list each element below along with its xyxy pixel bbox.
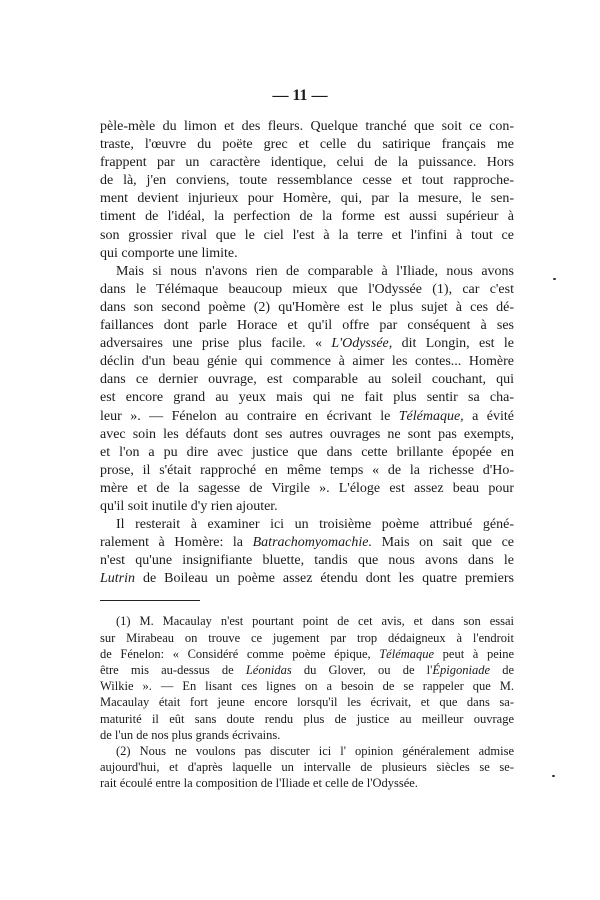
- scan-speck: [553, 278, 556, 280]
- text-line: [100, 516, 514, 534]
- text-run: dans son second poème (2) qu'Homère est le plus sujet à ces dé-: [100, 299, 514, 315]
- text-run: pèle-mèle du limon et des fleurs. Quelque tranché que soit ce con-: [100, 119, 514, 134]
- text-line: [100, 263, 514, 281]
- italic-title: Télémaque,: [398, 408, 464, 424]
- footnote-line: [100, 678, 514, 694]
- text-run: frappent par un caractère identique, celui de la puissance. Hors: [100, 155, 514, 171]
- text-line: [100, 552, 514, 570]
- page-body: [100, 118, 514, 792]
- text-line: [100, 245, 514, 263]
- page-number: — 11 —: [272, 87, 328, 104]
- text-run: de là, j'en conviens, toute ressemblance cesse et tout rapproche-: [100, 173, 514, 189]
- text-run: de l'un de nos plus grands écrivains.: [100, 727, 281, 742]
- italic-title: Léonidas: [245, 663, 292, 678]
- text-run: qu'il soit inutile d'y rien ajouter.: [100, 498, 278, 514]
- text-run: adversaires une prise plus facile. «: [100, 336, 332, 352]
- text-line: [100, 136, 514, 154]
- text-line: [100, 335, 514, 353]
- text-line: [100, 480, 514, 498]
- text-run: sur Mirabeau on trouve ce jugement par trop dédaigneux à l'endroit: [100, 630, 514, 645]
- text-run: dans le Télémaque beaucoup mieux que l'Odyssée (1), car c'est: [100, 281, 514, 297]
- text-run: mère et de la sagesse de Virgile ». L'éloge est assez beau pour: [100, 480, 514, 496]
- text-run: (1) M. Macaulay n'est pourtant point de cet avis, et dans son essai: [116, 614, 514, 629]
- text-run: Mais si nous n'avons rien de comparable à l'Iliade, nous avons: [116, 263, 514, 279]
- main-text: [100, 118, 514, 588]
- text-line: [100, 353, 514, 371]
- italic-title: Batrachomyomachie.: [252, 535, 372, 551]
- text-line: [100, 172, 514, 190]
- text-run: de: [490, 663, 514, 678]
- text-line: [100, 154, 514, 172]
- footnote-line: [100, 630, 514, 646]
- footnote-divider: [100, 600, 200, 601]
- text-run: prose, il s'était rapproché en même temps « de la richesse d'Ho-: [100, 462, 514, 478]
- text-run: Macaulay était fort jeune encore lorsqu'il les écrivait, et que dans sa-: [100, 695, 514, 710]
- footnote-line: [100, 694, 514, 710]
- text-run: ment devient injurieux pour Homère, qui, par la mesure, le sen-: [100, 191, 514, 207]
- text-run: est encore grand au yeux mais qui ne fait plus sentir sa cha-: [100, 390, 514, 406]
- text-run: Mais on sait que ce: [371, 535, 514, 551]
- footnote-line: [100, 662, 514, 678]
- text-line: [100, 317, 514, 335]
- text-run: a évité: [463, 408, 515, 424]
- text-line: [100, 462, 514, 480]
- footnote-line: [100, 711, 514, 727]
- text-line: [100, 570, 514, 588]
- italic-title: Lutrin: [100, 571, 136, 587]
- text-line: [100, 534, 514, 552]
- text-run: ralement à Homère: la: [100, 535, 253, 551]
- text-run: aujourd'hui, et d'après laquelle un intervalle de plusieurs siècles se se-: [100, 760, 514, 775]
- text-run: déclin d'un beau génie qui commence à aimer les contes... Homère: [100, 354, 514, 370]
- text-line: [100, 389, 514, 407]
- text-line: [100, 444, 514, 462]
- text-line: [100, 190, 514, 208]
- footnote-line: [100, 759, 514, 775]
- text-run: timent de l'idéal, la perfection de la forme est aussi supérieur à: [100, 209, 514, 225]
- text-run: leur ». — Fénelon au contraire en écrivant le: [100, 408, 399, 424]
- scan-speck: [552, 775, 555, 777]
- text-run: dans ce dernier ouvrage, est comparable au soleil couchant, qui: [100, 372, 514, 388]
- text-line: [100, 227, 514, 245]
- text-run: dit Longin, est le: [392, 336, 514, 352]
- text-run: de Boileau un poème assez étendu dont les quatre premiers: [135, 571, 514, 587]
- text-line: [100, 208, 514, 226]
- footnotes: [100, 613, 514, 791]
- footnote-line: [100, 613, 514, 629]
- italic-title: Télémaque: [379, 646, 435, 661]
- text-run: du Glover, ou de l': [291, 663, 433, 678]
- text-run: avec soin les défauts dont ses autres ouvrages ne sont pas exempts,: [100, 426, 514, 442]
- text-run: (2) Nous ne voulons pas discuter ici l' opinion généralement admise: [116, 744, 514, 759]
- text-run: faillances dont parle Horace et qu'il offre par conséquent à ses: [100, 318, 514, 334]
- text-line: [100, 281, 514, 299]
- text-run: traste, l'œuvre du poëte grec et celle du satirique français me: [100, 137, 514, 153]
- text-run: rait écoulé entre la composition de l'Iliade et celle de l'Odyssée.: [100, 776, 418, 791]
- italic-title: L'Odyssée,: [331, 336, 393, 352]
- text-line: [100, 118, 514, 136]
- footnote-line: [100, 743, 514, 759]
- text-line: [100, 371, 514, 389]
- text-run: Wilkie ». — En lisant ces lignes on a besoin de se rappeler que M.: [100, 679, 514, 694]
- text-run: qui comporte une limite.: [100, 245, 238, 261]
- footnote-line: [100, 775, 514, 791]
- text-run: peut à peine: [434, 646, 515, 661]
- text-line: [100, 498, 514, 516]
- text-run: et l'on a pu dire avec justice que dans cette brillante épopée en: [100, 444, 514, 460]
- text-line: [100, 299, 514, 317]
- text-run: maturité il eût sans doute rendu plus de justice au meilleur ouvrage: [100, 711, 514, 726]
- text-run: n'est qu'une insignifiante bluette, tandis que nous avons dans le: [100, 553, 514, 569]
- text-line: [100, 408, 514, 426]
- text-line: [100, 426, 514, 444]
- text-run: son grossier rival que le ciel l'est à la terre et l'infini à tout ce: [100, 227, 514, 243]
- italic-title: Épigoniade: [432, 663, 491, 678]
- footnote-line: [100, 727, 514, 743]
- text-run: de Fénelon: « Considéré comme poème épique,: [100, 646, 380, 661]
- footnote-line: [100, 646, 514, 662]
- text-run: Il resterait à examiner ici un troisième poème attribué géné-: [116, 517, 514, 533]
- text-run: être mis au-dessus de: [100, 663, 246, 678]
